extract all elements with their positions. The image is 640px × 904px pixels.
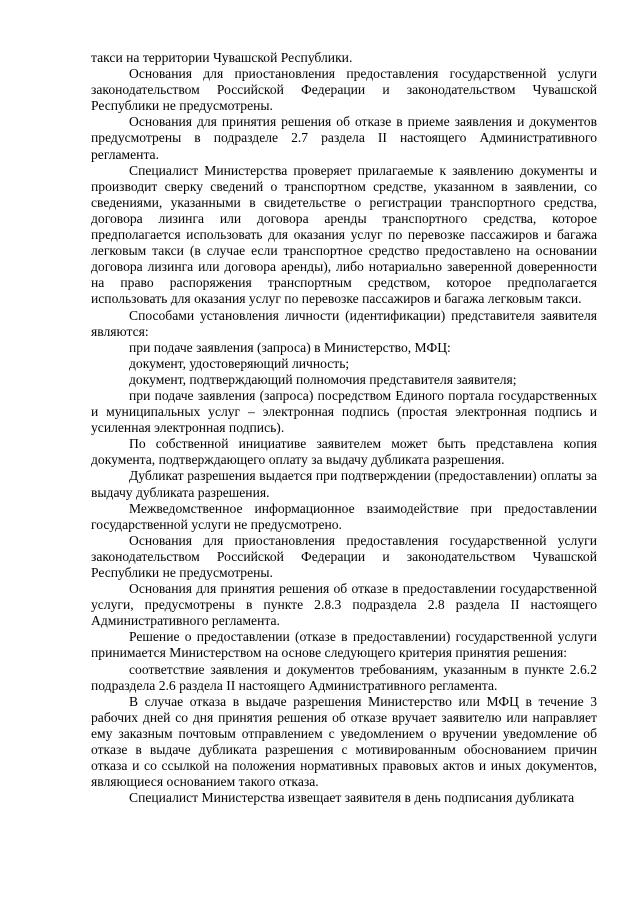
paragraph: при подаче заявления (запроса) в Министерство, МФЦ: (129, 339, 451, 355)
paragraph: при подаче заявления (запроса) посредством Единого портала государственных и муниципальных услуг – электронная подпись (простая электронная подпись и усиленная электронная подпись). (91, 387, 597, 436)
paragraph: документ, удостоверяющий личность; (129, 355, 350, 371)
paragraph: документ, подтверждающий полномочия представителя заявителя; (129, 371, 517, 387)
paragraph: Специалист Министерства проверяет прилагаемые к заявлению документы и производит сверку сведений о транспортном средстве, указанном в заявлении, со сведениями, указанными в свидетельстве о регистрации транспортного средства, договора лизинга или договора аренды транспортного средства, которое предполагается использовать для оказания услуг по перевозке пассажиров и багажа легковым такси (в случае если транспортное средство предоставлено на основании договора лизинга или договора аренды), либо нотариально заверенной доверенности на право распоряжения транспортным средством, которое предполагается использовать для оказания услуг по перевозке пассажиров и багажа легковым такси. (91, 162, 597, 307)
paragraph: Основания для принятия решения об отказе в приеме заявления и документов предусмотрены в подразделе 2.7 раздела II настоящего Административного регламента. (91, 114, 597, 162)
document-page (91, 50, 597, 806)
paragraph: Межведомственное информационное взаимодействие при предоставлении государственной услуги не предусмотрено. (91, 500, 597, 532)
paragraph: Специалист Министерства извещает заявителя в день подписания дубликата (129, 790, 575, 806)
paragraph: Дубликат разрешения выдается при подтверждении (предоставлении) оплаты за выдачу дубликата разрешения. (91, 468, 597, 500)
paragraph: В случае отказа в выдаче разрешения Министерство или МФЦ в течение 3 рабочих дней со дня принятия решения об отказе вручает заявителю или направляет ему заказным почтовым отправлением с уведомлением о вручении уведомление об отказе в выдаче дубликата разрешения с мотивированным обоснованием причин отказа и со ссылкой на положения нормативных правовых актов и иных документов, являющиеся основанием такого отказа. (91, 693, 597, 790)
paragraph: такси на территории Чувашской Республики. (91, 50, 353, 65)
paragraph: Основания для принятия решения об отказе в предоставлении государственной услуги, предусмотрены в пункте 2.8.3 подраздела 2.8 раздела II настоящего Административного регламента. (91, 581, 597, 629)
paragraph: Решение о предоставлении (отказе в предоставлении) государственной услуги принимается Министерством на основе следующего критерия принятия решения: (91, 629, 597, 661)
paragraph: Основания для приостановления предоставления государственной услуги законодательством Российской Федерации и законодательством Чувашской Республики не предусмотрены. (91, 66, 597, 114)
paragraph: соответствие заявления и документов требованиям, указанным в пункте 2.6.2 подраздела 2.6 раздела II настоящего Административного регламента. (91, 661, 597, 693)
paragraph: Основания для приостановления предоставления государственной услуги законодательством Российской Федерации и законодательством Чувашской Республики не предусмотрены. (91, 532, 597, 580)
paragraph: По собственной инициативе заявителем может быть представлена копия документа, подтверждающего оплату за выдачу дубликата разрешения. (91, 436, 597, 468)
paragraph: Способами установления личности (идентификации) представителя заявителя являются: (91, 307, 597, 339)
